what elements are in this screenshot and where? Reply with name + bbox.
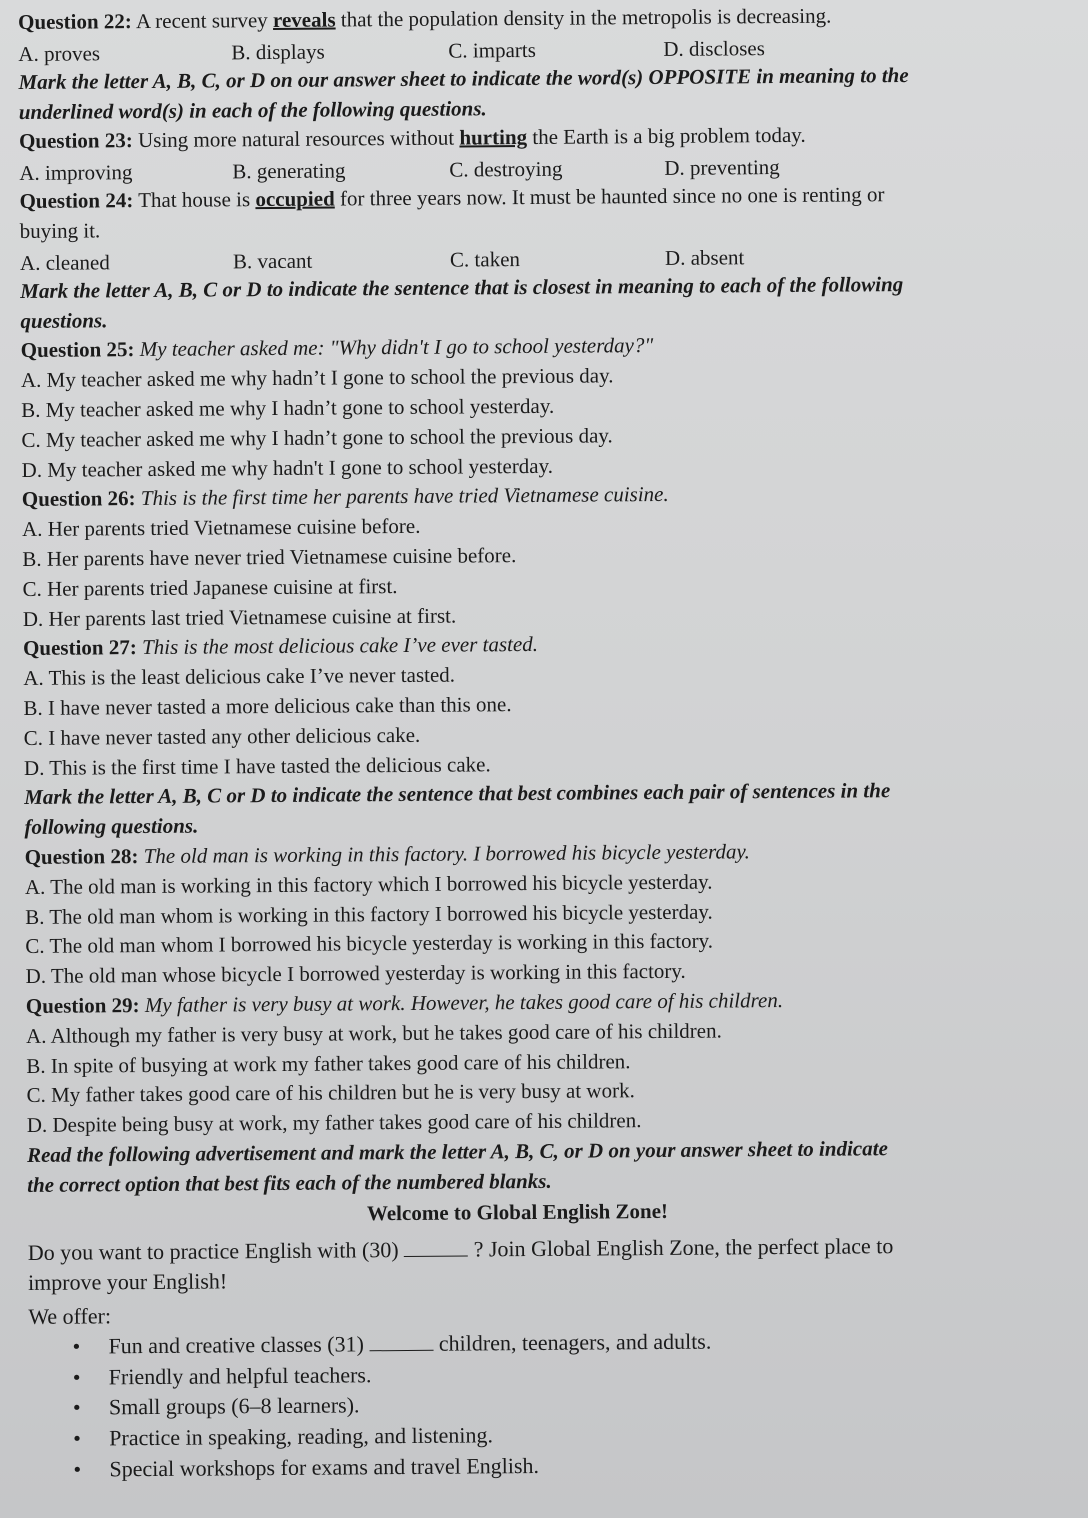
option-a: A. This is the least delicious cake I’ve never tasted. [23,662,456,691]
option-d: D. My teacher asked me why hadn't I gone to school yesterday. [21,453,554,482]
option-c: C. taken [449,246,521,272]
ad-offer-label: We offer: [28,1303,112,1330]
worksheet-page [18,0,1088,1485]
option-a: A. My teacher asked me why hadn’t I gone to school the previous day. [20,363,614,393]
option-d: D. The old man whose bicycle I borrowed yesterday is working in this factory. [25,958,686,989]
question-23: Question 23: Using more natural resources without hurting the Earth is a big problem today. [18,123,806,154]
option-b: B. My teacher asked me why I hadn’t gone to school yesterday. [21,393,555,422]
option-c: C. My teacher asked me why I hadn’t gone to school the previous day. [21,423,613,452]
option-b: B. Her parents have never tried Vietnamese cuisine before. [22,543,517,571]
option-c: C. The old man whom I borrowed his bicycle yesterday is working in this factory. [25,928,714,959]
option-a: A. improving [19,160,133,186]
instruction-closest: Mark the letter A, B, C or D to indicate the sentence that is closest in meaning to each of the following [20,271,904,303]
instruction-advertisement-cont: the correct option that best fits each of the numbered blanks. [27,1168,552,1197]
option-a: A. The old man is working in this factory which I borrowed his bicycle yesterday. [24,869,713,899]
underlined-word: hurting [459,125,528,150]
option-b: B. generating [232,158,346,184]
question-24-cont: buying it. [19,218,101,243]
option-a: A. Although my father is very busy at work, but he takes good care of his children. [25,1018,722,1048]
question-22: Question 22: A recent survey reveals that the population density in the metropolis is decreasing. [18,3,832,34]
question-29: Question 29: My father is very busy at work. However, he takes good care of his children. [25,987,784,1018]
instruction-advertisement: Read the following advertisement and mark the letter A, B, C, or D on your answer sheet to indicate [26,1136,888,1167]
option-d: D. This is the first time I have tasted the delicious cake. [23,751,491,780]
option-b: B. I have never tasted a more delicious cake than this one. [23,692,512,720]
instruction-closest-cont: questions. [20,307,108,333]
option-b: B. In spite of busying at work my father takes good care of his children. [26,1048,631,1078]
ad-bullet: • Fun and creative classes (31) children, teenagers, and adults. [28,1324,1088,1363]
option-d: D. Her parents last tried Vietnamese cuisine at first. [22,603,457,631]
ad-paragraph: Do you want to practice English with (30) ? Join Global English Zone, the perfect place to [27,1233,894,1266]
option-c: C. I have never tasted any other delicious cake. [23,722,421,750]
underlined-word: reveals [272,7,336,32]
question-24: Question 24: That house is occupied for three years now. It must be haunted since no one is renting or [19,182,885,214]
option-a: A. Her parents tried Vietnamese cuisine before. [21,514,421,542]
blank-31 [369,1332,433,1352]
option-d: D. Despite being busy at work, my father takes good care of his children. [26,1108,642,1138]
underlined-word: occupied [255,186,335,212]
option-b: B. displays [231,39,325,65]
blank-30 [404,1238,468,1258]
instruction-opposite-cont: underlined word(s) in each of the following questions. [18,95,487,124]
question-26: Question 26: This is the first time her parents have tried Vietnamese cuisine. [21,482,669,512]
ad-bullet: • Friendly and helpful teachers. [29,1355,1088,1394]
instruction-opposite: Mark the letter A, B, C, or D on our answer sheet to indicate the word(s) OPPOSITE in meaning to the [18,62,909,94]
option-c: C. Her parents tried Japanese cuisine at first. [22,573,398,601]
ad-paragraph-cont: improve your English! [27,1268,228,1296]
option-b: B. The old man whom is working in this factory I borrowed his bicycle yesterday. [25,899,713,929]
instruction-combine-cont: following questions. [24,813,199,840]
option-d: D. preventing [664,155,780,181]
option-d: D. discloses [663,35,765,61]
instruction-combine: Mark the letter A, B, C or D to indicate the sentence that best combines each pair of sentences in the [24,778,891,810]
ad-bullet: • Small groups (6–8 learners). [29,1385,1088,1424]
option-c: C. imparts [448,37,536,63]
option-d: D. absent [664,245,745,270]
ad-bullet: • Practice in speaking, reading, and listening. [29,1416,1088,1455]
option-c: C. My father takes good care of his children but he is very busy at work. [26,1078,635,1108]
option-a: A. cleaned [19,250,110,275]
ad-bullet: • Special workshops for exams and travel English. [29,1446,1088,1485]
option-b: B. vacant [232,248,313,274]
option-c: C. destroying [449,156,563,182]
question-28: Question 28: The old man is working in this factory. I borrowed his bicycle yesterday. [24,839,750,869]
question-25: Question 25: My teacher asked me: "Why didn't I go to school yesterday?" [20,333,654,363]
question-27: Question 27: This is the most delicious cake I’ve ever tasted. [22,632,539,661]
ad-title: Welcome to Global English Zone! [366,1199,669,1226]
option-a: A. proves [18,41,101,66]
